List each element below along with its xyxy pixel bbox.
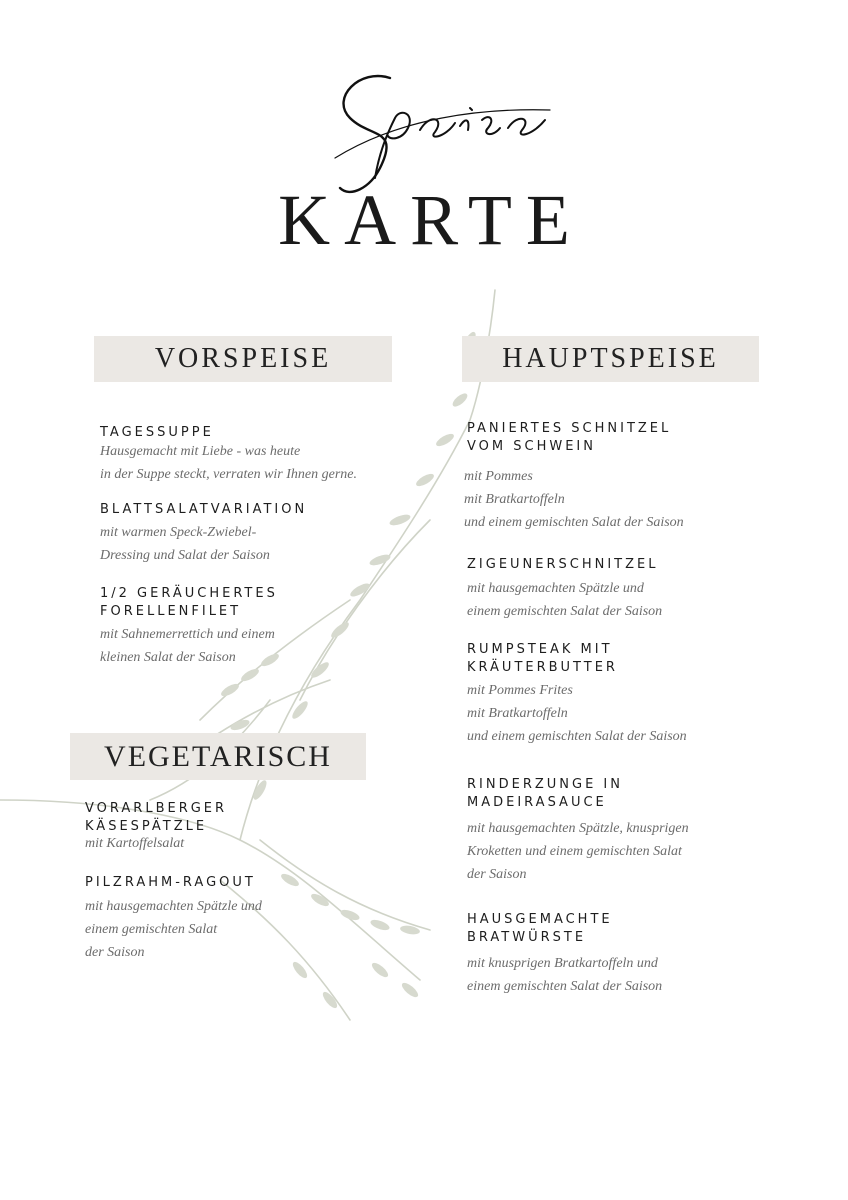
item-desc-line: mit knusprigen Bratkartoffeln und — [467, 956, 658, 971]
item-desc-line: der Saison — [467, 867, 527, 882]
item-desc-line: mit Kartoffelsalat — [85, 836, 185, 851]
page-title: KARTE — [278, 180, 584, 260]
item-desc-line: mit hausgemachten Spätzle, knusprigen — [467, 821, 689, 836]
item-name: MADEIRASAUCE — [467, 795, 607, 810]
section-title: VEGETARISCH — [104, 739, 332, 773]
menu-item — [467, 556, 662, 623]
section-header-vegetarisch — [70, 733, 366, 780]
menu-item — [100, 501, 307, 567]
section-header-vorspeise — [94, 336, 392, 382]
item-desc-line: mit warmen Speck-Zwiebel- — [100, 525, 257, 540]
menu-item — [467, 776, 689, 886]
item-desc-line: mit Pommes Frites — [467, 683, 573, 698]
item-name: HAUSGEMACHTE — [467, 912, 613, 927]
item-desc-line: Kroketten und einem gemischten Salat — [467, 844, 682, 859]
item-name: FORELLENFILET — [100, 604, 242, 619]
item-desc-line: einem gemischten Salat — [85, 922, 218, 937]
menu-item — [464, 420, 684, 534]
item-desc-line: Dressing und Salat der Saison — [100, 548, 270, 563]
section-header-hauptspeise — [462, 336, 759, 382]
menu-item — [100, 424, 357, 486]
item-desc-line: Hausgemacht mit Liebe - was heute — [100, 444, 301, 459]
item-desc-line: mit Bratkartoffeln — [464, 492, 565, 507]
item-desc-line: einem gemischten Salat der Saison — [467, 604, 663, 619]
menu-item — [100, 585, 278, 669]
item-name: TAGESSUPPE — [100, 425, 214, 440]
section-title: HAUPTSPEISE — [502, 343, 719, 374]
item-name: PILZRAHM-RAGOUT — [85, 875, 256, 890]
item-name: RINDERZUNGE IN — [467, 777, 623, 792]
item-desc-line: kleinen Salat der Saison — [100, 650, 236, 665]
item-name: KÄSESPÄTZLE — [85, 819, 208, 834]
menu-item — [467, 641, 687, 748]
menu-item — [85, 874, 262, 964]
item-name: VOM SCHWEIN — [467, 439, 596, 454]
item-desc-line: mit Sahnemerrettich und einem — [100, 627, 275, 642]
section-title: VORSPEISE — [154, 343, 332, 374]
item-name: RUMPSTEAK MIT — [467, 642, 613, 657]
item-desc-line: in der Suppe steckt, verraten wir Ihnen gerne. — [100, 467, 357, 482]
item-desc-line: einem gemischten Salat der Saison — [467, 979, 663, 994]
item-desc-line: und einem gemischten Salat der Saison — [467, 729, 687, 744]
item-desc-line: und einem gemischten Salat der Saison — [464, 515, 684, 530]
item-name: 1/2 GERÄUCHERTES — [100, 586, 278, 601]
item-name: BRATWÜRSTE — [467, 930, 587, 945]
item-name: PANIERTES SCHNITZEL — [467, 421, 672, 436]
item-desc-line: mit hausgemachten Spätzle und — [467, 581, 644, 596]
item-name: KRÄUTERBUTTER — [467, 660, 618, 675]
item-name: VORARLBERGER — [85, 801, 228, 816]
item-name: ZIGEUNERSCHNITZEL — [467, 557, 659, 572]
item-desc-line: mit hausgemachten Spätzle und — [85, 899, 262, 914]
item-desc-line: der Saison — [85, 945, 145, 960]
menu-item — [467, 911, 662, 998]
item-name: BLATTSALATVARIATION — [100, 502, 308, 517]
item-desc-line: mit Bratkartoffeln — [467, 706, 568, 721]
item-desc-line: mit Pommes — [464, 469, 533, 484]
menu-item — [85, 800, 227, 855]
